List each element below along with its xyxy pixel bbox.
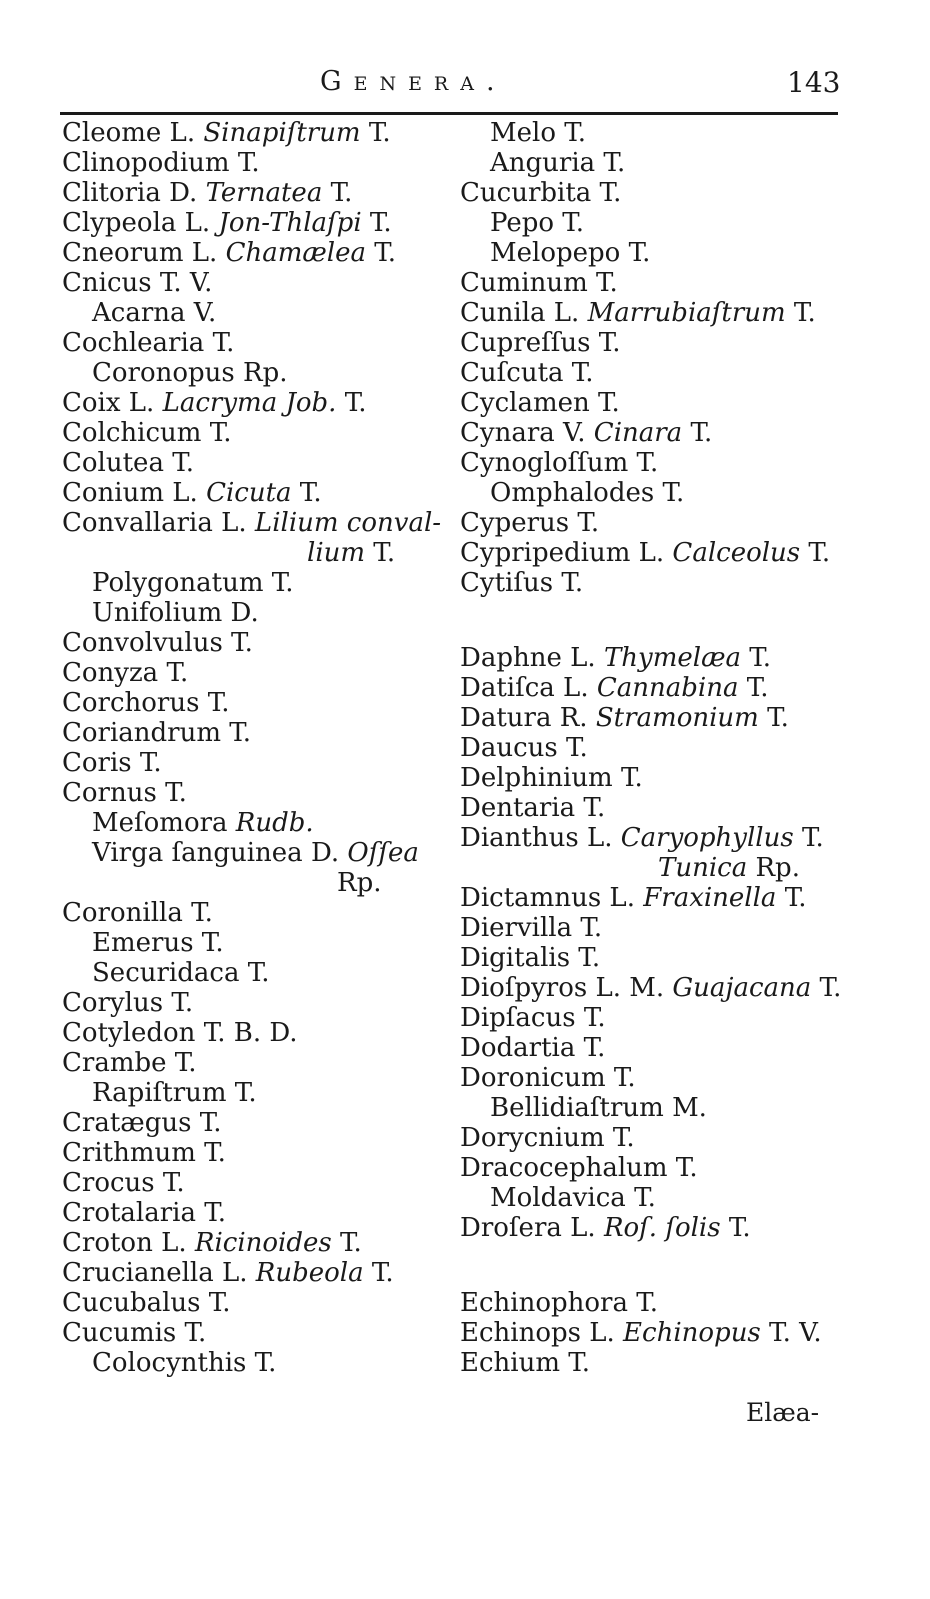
genus-entry bbox=[460, 388, 620, 418]
entry-authority: T. bbox=[741, 643, 772, 673]
genus-entry bbox=[460, 1183, 656, 1213]
entry-text: Dorycnium T. bbox=[460, 1123, 635, 1153]
entry-synonym: lium bbox=[307, 538, 366, 568]
entry-synonym: Jon-Thlaſpi bbox=[218, 208, 362, 238]
entry-synonym: Echinopus bbox=[623, 1318, 761, 1348]
entry-text: Diervilla T. bbox=[460, 913, 603, 943]
genus-entry bbox=[460, 508, 599, 538]
genus-entry bbox=[460, 1063, 636, 1093]
entry-synonym: Tunica bbox=[658, 853, 748, 883]
entry-text: Cuſcuta T. bbox=[460, 358, 594, 388]
genus-entry bbox=[62, 958, 270, 988]
entry-text: Cynogloſſum T. bbox=[460, 448, 659, 478]
entry-text: Echium T. bbox=[460, 1348, 591, 1378]
entry-text: Cucurbita T. bbox=[460, 178, 622, 208]
entry-text: Cnicus T. V. bbox=[62, 268, 213, 298]
entry-text: Convolvulus T. bbox=[62, 628, 253, 658]
genus-entry bbox=[62, 388, 367, 418]
entry-text: Cyclamen T. bbox=[460, 388, 620, 418]
entry-text: Datiſca L. bbox=[460, 673, 597, 703]
entry-text: Crucianella L. bbox=[62, 1258, 256, 1288]
entry-text: Coronopus Rp. bbox=[92, 358, 288, 388]
entry-text: Cneorum L. bbox=[62, 238, 226, 268]
entry-text: Echinophora T. bbox=[460, 1288, 659, 1318]
entry-text: Coronilla T. bbox=[62, 898, 213, 928]
genus-entry bbox=[460, 298, 816, 328]
entry-text: Corylus T. bbox=[62, 988, 194, 1018]
entry-authority: T. bbox=[366, 238, 397, 268]
genus-entry bbox=[62, 748, 162, 778]
genus-entry bbox=[62, 1318, 206, 1348]
entry-text: Colchicum T. bbox=[62, 418, 232, 448]
entry-text: Clypeola L. bbox=[62, 208, 219, 238]
entry-synonym: Rubeola bbox=[255, 1258, 364, 1288]
genus-entry bbox=[62, 808, 314, 838]
genus-entry bbox=[62, 1288, 231, 1318]
entry-text: Securidaca T. bbox=[92, 958, 270, 988]
entry-text: Dodartia T. bbox=[460, 1033, 606, 1063]
entry-authority: T. bbox=[331, 1228, 362, 1258]
genus-entry bbox=[62, 1168, 185, 1198]
genus-entry bbox=[62, 598, 259, 628]
entry-text: Colocynthis T. bbox=[92, 1348, 277, 1378]
entry-text: Cleome L. bbox=[62, 118, 204, 148]
genus-entry bbox=[460, 238, 650, 268]
genus-entry bbox=[62, 268, 212, 298]
genus-entry bbox=[460, 418, 712, 448]
entry-authority: T. V. bbox=[760, 1318, 822, 1348]
genus-entry bbox=[460, 973, 841, 1003]
genus-entry bbox=[62, 1228, 362, 1258]
entry-text: Dictamnus L. bbox=[460, 883, 644, 913]
genus-entry bbox=[460, 1288, 658, 1318]
genus-entry bbox=[460, 943, 600, 973]
entry-text: Dentaria T. bbox=[460, 793, 606, 823]
entry-synonym: Fraxinella bbox=[643, 883, 777, 913]
entry-text: Croton L. bbox=[62, 1228, 195, 1258]
entry-text: Unifolium D. bbox=[92, 598, 259, 628]
entry-synonym: Thymelæa bbox=[603, 643, 742, 673]
genus-entry bbox=[658, 853, 800, 883]
genus-entry bbox=[62, 118, 391, 148]
entry-text: Cunila L. bbox=[460, 298, 588, 328]
entry-text: Anguria T. bbox=[490, 148, 626, 178]
entry-synonym: Lacryma Job. bbox=[162, 388, 337, 418]
running-title: Genera. bbox=[320, 66, 507, 97]
genus-entry bbox=[460, 1123, 635, 1153]
genus-entry bbox=[307, 538, 395, 568]
entry-authority: T. bbox=[365, 538, 396, 568]
genus-entry bbox=[62, 988, 193, 1018]
entry-text: Bellidiaſtrum M. bbox=[490, 1093, 707, 1123]
entry-authority: T. bbox=[322, 178, 353, 208]
entry-authority: T. bbox=[811, 973, 842, 1003]
entry-synonym: Sinapiſtrum bbox=[203, 118, 361, 148]
entry-text: Cuminum T. bbox=[460, 268, 618, 298]
entry-text: Crotalaria T. bbox=[62, 1198, 227, 1228]
entry-text: Crocus T. bbox=[62, 1168, 185, 1198]
genus-entry bbox=[62, 178, 352, 208]
entry-text: Crambe T. bbox=[62, 1048, 197, 1078]
entry-text: Digitalis T. bbox=[460, 943, 601, 973]
entry-text: Datura R. bbox=[460, 703, 596, 733]
genus-entry bbox=[62, 148, 260, 178]
entry-synonym: Stramonium bbox=[595, 703, 759, 733]
entry-text: Melopepo T. bbox=[490, 238, 651, 268]
genus-entry bbox=[62, 838, 419, 868]
genus-entry bbox=[460, 1318, 822, 1348]
entry-text: Cyperus T. bbox=[460, 508, 600, 538]
genus-entry bbox=[460, 913, 602, 943]
header-rule bbox=[60, 112, 838, 115]
catchword: Elæa- bbox=[746, 1398, 820, 1427]
entry-text: Coris T. bbox=[62, 748, 162, 778]
genus-entry bbox=[460, 358, 594, 388]
entry-synonym: Cinara bbox=[593, 418, 683, 448]
entry-text: Dioſpyros L. M. bbox=[460, 973, 673, 1003]
entry-text: Convallaria L. bbox=[62, 508, 255, 538]
entry-text: Melo T. bbox=[490, 118, 587, 148]
entry-text: Coriandrum T. bbox=[62, 718, 252, 748]
entry-text: Cypripedium L. bbox=[460, 538, 673, 568]
entry-synonym: Lilium conval- bbox=[254, 508, 442, 538]
entry-text: Cytiſus T. bbox=[460, 568, 584, 598]
entry-text: Cratægus T. bbox=[62, 1108, 222, 1138]
entry-synonym: Caryophyllus bbox=[620, 823, 794, 853]
genus-entry bbox=[460, 1093, 707, 1123]
genus-entry bbox=[62, 1198, 226, 1228]
entry-authority: Rp. bbox=[747, 853, 800, 883]
genus-entry bbox=[62, 1258, 394, 1288]
entry-text: Conium L. bbox=[62, 478, 207, 508]
entry-text: Coix L. bbox=[62, 388, 163, 418]
genus-entry bbox=[460, 328, 620, 358]
entry-authority: T. bbox=[800, 538, 831, 568]
page-number: 143 bbox=[787, 66, 841, 99]
entry-synonym: Cicuta bbox=[206, 478, 292, 508]
genus-entry bbox=[460, 568, 583, 598]
genus-entry bbox=[62, 628, 253, 658]
entry-synonym: Ternatea bbox=[205, 178, 323, 208]
entry-synonym: Chamælea bbox=[225, 238, 367, 268]
genus-entry bbox=[460, 643, 771, 673]
entry-text: Pepo T. bbox=[490, 208, 585, 238]
entry-text: Colutea T. bbox=[62, 448, 194, 478]
entry-authority: T. bbox=[793, 823, 824, 853]
genus-entry bbox=[62, 778, 187, 808]
entry-synonym: Rudb. bbox=[235, 808, 314, 838]
entry-text: Cochlearia T. bbox=[62, 328, 235, 358]
genus-entry bbox=[460, 733, 588, 763]
entry-text: Dipſacus T. bbox=[460, 1003, 606, 1033]
genus-entry bbox=[460, 148, 625, 178]
entry-synonym: Oſſea bbox=[347, 838, 419, 868]
entry-text: Emerus T. bbox=[92, 928, 224, 958]
entry-authority: T. bbox=[720, 1213, 751, 1243]
genus-entry bbox=[460, 793, 605, 823]
entry-text: Doronicum T. bbox=[460, 1063, 636, 1093]
entry-text: Daphne L. bbox=[460, 643, 604, 673]
genus-entry bbox=[62, 928, 224, 958]
genus-entry bbox=[460, 1213, 751, 1243]
entry-authority: T. bbox=[776, 883, 807, 913]
entry-text: Meſomora bbox=[92, 808, 236, 838]
genus-entry bbox=[460, 478, 684, 508]
entry-authority: T. bbox=[682, 418, 713, 448]
entry-text: Rapiſtrum T. bbox=[92, 1078, 257, 1108]
entry-text: Clitoria D. bbox=[62, 178, 206, 208]
genus-entry bbox=[460, 703, 789, 733]
genus-entry bbox=[460, 763, 643, 793]
genus-entry bbox=[460, 1033, 605, 1063]
entry-authority: T. bbox=[361, 208, 392, 238]
genus-entry bbox=[62, 718, 251, 748]
entry-synonym: Ricinoides bbox=[194, 1228, 332, 1258]
entry-authority: T. bbox=[336, 388, 367, 418]
entry-text: Droſera L. bbox=[460, 1213, 604, 1243]
genus-entry bbox=[337, 868, 381, 898]
genus-entry bbox=[62, 1108, 222, 1138]
entry-synonym: Calceolus bbox=[672, 538, 801, 568]
entry-text: Crithmum T. bbox=[62, 1138, 226, 1168]
entry-text: Clinopodium T. bbox=[62, 148, 260, 178]
entry-text: Daucus T. bbox=[460, 733, 588, 763]
entry-text: Virga ſanguinea D. bbox=[92, 838, 348, 868]
genus-entry bbox=[460, 1153, 698, 1183]
entry-authority: T. bbox=[738, 673, 769, 703]
entry-text: Dracocephalum T. bbox=[460, 1153, 698, 1183]
entry-text: Cotyledon T. B. D. bbox=[62, 1018, 298, 1048]
genus-entry bbox=[460, 208, 584, 238]
genus-entry bbox=[62, 1078, 257, 1108]
entry-authority: T. bbox=[363, 1258, 394, 1288]
genus-entry bbox=[62, 568, 294, 598]
genus-entry bbox=[62, 508, 441, 538]
genus-entry bbox=[62, 1348, 276, 1378]
entry-text: Cupreſſus T. bbox=[460, 328, 621, 358]
entry-authority: T. bbox=[758, 703, 789, 733]
entry-text: Cucubalus T. bbox=[62, 1288, 231, 1318]
genus-entry bbox=[460, 268, 618, 298]
entry-text: Delphinium T. bbox=[460, 763, 643, 793]
genus-entry bbox=[62, 238, 396, 268]
entry-authority: T. bbox=[785, 298, 816, 328]
entry-text: Cynara V. bbox=[460, 418, 594, 448]
entry-text: Cucumis T. bbox=[62, 1318, 207, 1348]
genus-entry bbox=[460, 823, 824, 853]
entry-authority: T. bbox=[360, 118, 391, 148]
entry-synonym: Roſ. ſolis bbox=[603, 1213, 721, 1243]
genus-entry bbox=[460, 178, 621, 208]
entry-synonym: Guajacana bbox=[672, 973, 812, 1003]
entry-authority: T. bbox=[291, 478, 322, 508]
genus-entry bbox=[460, 538, 830, 568]
genus-entry bbox=[62, 1048, 197, 1078]
entry-synonym: Cannabina bbox=[596, 673, 739, 703]
genus-entry bbox=[62, 898, 213, 928]
genus-entry bbox=[62, 1138, 226, 1168]
genus-entry bbox=[460, 1348, 590, 1378]
genus-entry bbox=[62, 658, 188, 688]
genus-entry bbox=[62, 448, 194, 478]
entry-text: Rp. bbox=[337, 868, 382, 898]
genus-entry bbox=[460, 448, 658, 478]
entry-text: Cornus T. bbox=[62, 778, 187, 808]
genus-entry bbox=[62, 1018, 298, 1048]
genus-entry bbox=[460, 883, 807, 913]
genus-entry bbox=[62, 208, 392, 238]
genus-entry bbox=[62, 688, 230, 718]
genus-entry bbox=[460, 673, 769, 703]
genus-entry bbox=[62, 328, 234, 358]
entry-text: Omphalodes T. bbox=[490, 478, 685, 508]
entry-text: Moldavica T. bbox=[490, 1183, 656, 1213]
genus-entry bbox=[62, 358, 288, 388]
entry-text: Conyza T. bbox=[62, 658, 189, 688]
genus-entry bbox=[460, 1003, 606, 1033]
genus-entry bbox=[62, 478, 322, 508]
genus-entry bbox=[460, 118, 586, 148]
entry-text: Acarna V. bbox=[92, 298, 217, 328]
entry-synonym: Marrubiaſtrum bbox=[587, 298, 786, 328]
entry-text: Dianthus L. bbox=[460, 823, 621, 853]
entry-text: Echinops L. bbox=[460, 1318, 624, 1348]
genus-entry bbox=[62, 418, 232, 448]
genus-entry bbox=[62, 298, 216, 328]
entry-text: Corchorus T. bbox=[62, 688, 230, 718]
entry-text: Polygonatum T. bbox=[92, 568, 294, 598]
